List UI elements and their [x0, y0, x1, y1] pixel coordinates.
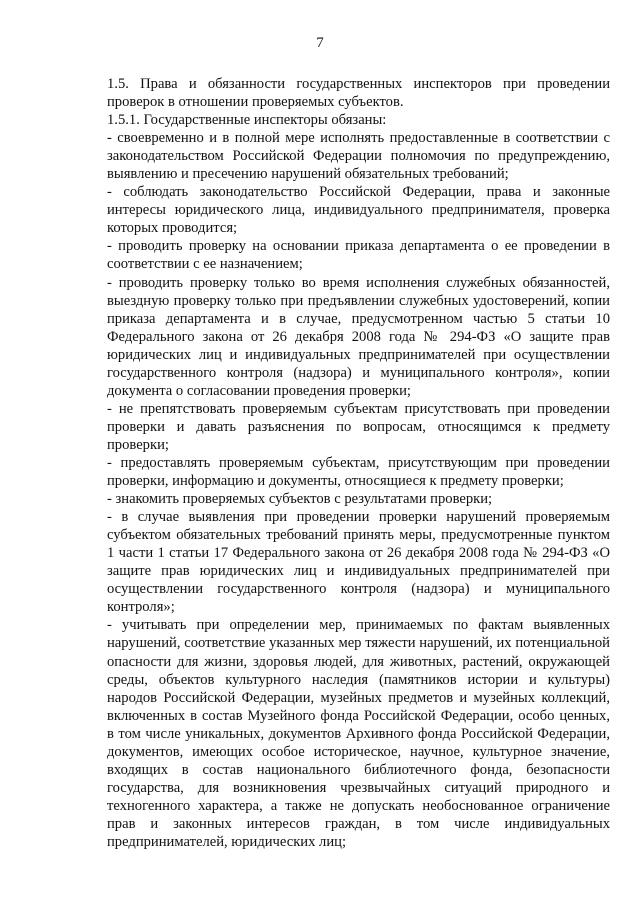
list-item: - проводить проверку на основании приказа департамента о ее проведении в соответствии с ее назначением; — [107, 238, 610, 273]
list-item: - учитывать при определении мер, принимаемых по фактам выявленных нарушений, соответствие указанных мер тяжести нарушений, их потенциальной опасности для жизни, здоровья людей, для животных, растений, окружающей среды, объектов культурного наследия (памятников истории и культуры) народов Российской Федерации, музейных предметов и музейных коллекций, включенных в состав Музейного фонда Российской Федерации, особо ценных, в том числе уникальных, документов Архивного фонда Российской Федерации, документов, имеющих особое историческое, научное, культурное значение, входящих в состав национального библиотечного фонда, безопасности государства, для возникновения чрезвычайных ситуаций природного и техногенного характера, а также не допускать необоснованное ограничение прав и законных интересов граждан, в том числе индивидуальных предпринимателей, юридических лиц; — [107, 617, 610, 850]
list-item: - знакомить проверяемых субъектов с результатами проверки; — [107, 491, 493, 508]
list-item: - в случае выявления при проведении проверки нарушений проверяемым субъектом обязательных требований принять меры, предусмотренные пунктом 1 части 1 статьи 17 Федерального закона от 26 декабря 2008 года № 294-ФЗ «О защите прав юридических лиц и индивидуальных предпринимателей при осуществлении государственного контроля (надзора) и муниципального контроля»; — [107, 509, 610, 616]
list-item: - не препятствовать проверяемым субъектам присутствовать при проведении проверки и давать разъяснения по вопросам, относящимся к предмету проверки; — [107, 400, 610, 453]
subsection-heading-1-5-1: 1.5.1. Государственные инспекторы обязаны: — [107, 112, 387, 129]
list-item: - предоставлять проверяемым субъектам, присутствующим при проведении проверки, информацию и документы, относящиеся к предмету проверки; — [107, 454, 610, 490]
document-body — [107, 75, 610, 851]
list-item: - соблюдать законодательство Российской Федерации, права и законные интересы юридического лица, индивидуального предпринимателя, проверка которых проводится; — [107, 184, 610, 237]
page-number: 7 — [316, 35, 324, 51]
list-item: - своевременно и в полной мере исполнять предоставленные в соответствии с законодательством Российской Федерации полномочия по предупреждению, выявлению и пресечению нарушений обязательных требований; — [107, 130, 610, 183]
list-item: - проводить проверку только во время исполнения служебных обязанностей, выездную проверку только при предъявлении служебных удостоверений, копии приказа департамента и в случае, предусмотренном частью 5 статьи 10 Федерального закона от 26 декабря 2008 года № 294-ФЗ «О защите прав юридических лиц и индивидуальных предпринимателей при осуществлении государственного контроля (надзора) и муниципального контроля», копии документа о согласовании проведения проверки; — [107, 274, 610, 399]
section-heading-1-5: 1.5. Права и обязанности государственных инспекторов при проведении проверок в отношении проверяемых субъектов. — [107, 76, 610, 111]
